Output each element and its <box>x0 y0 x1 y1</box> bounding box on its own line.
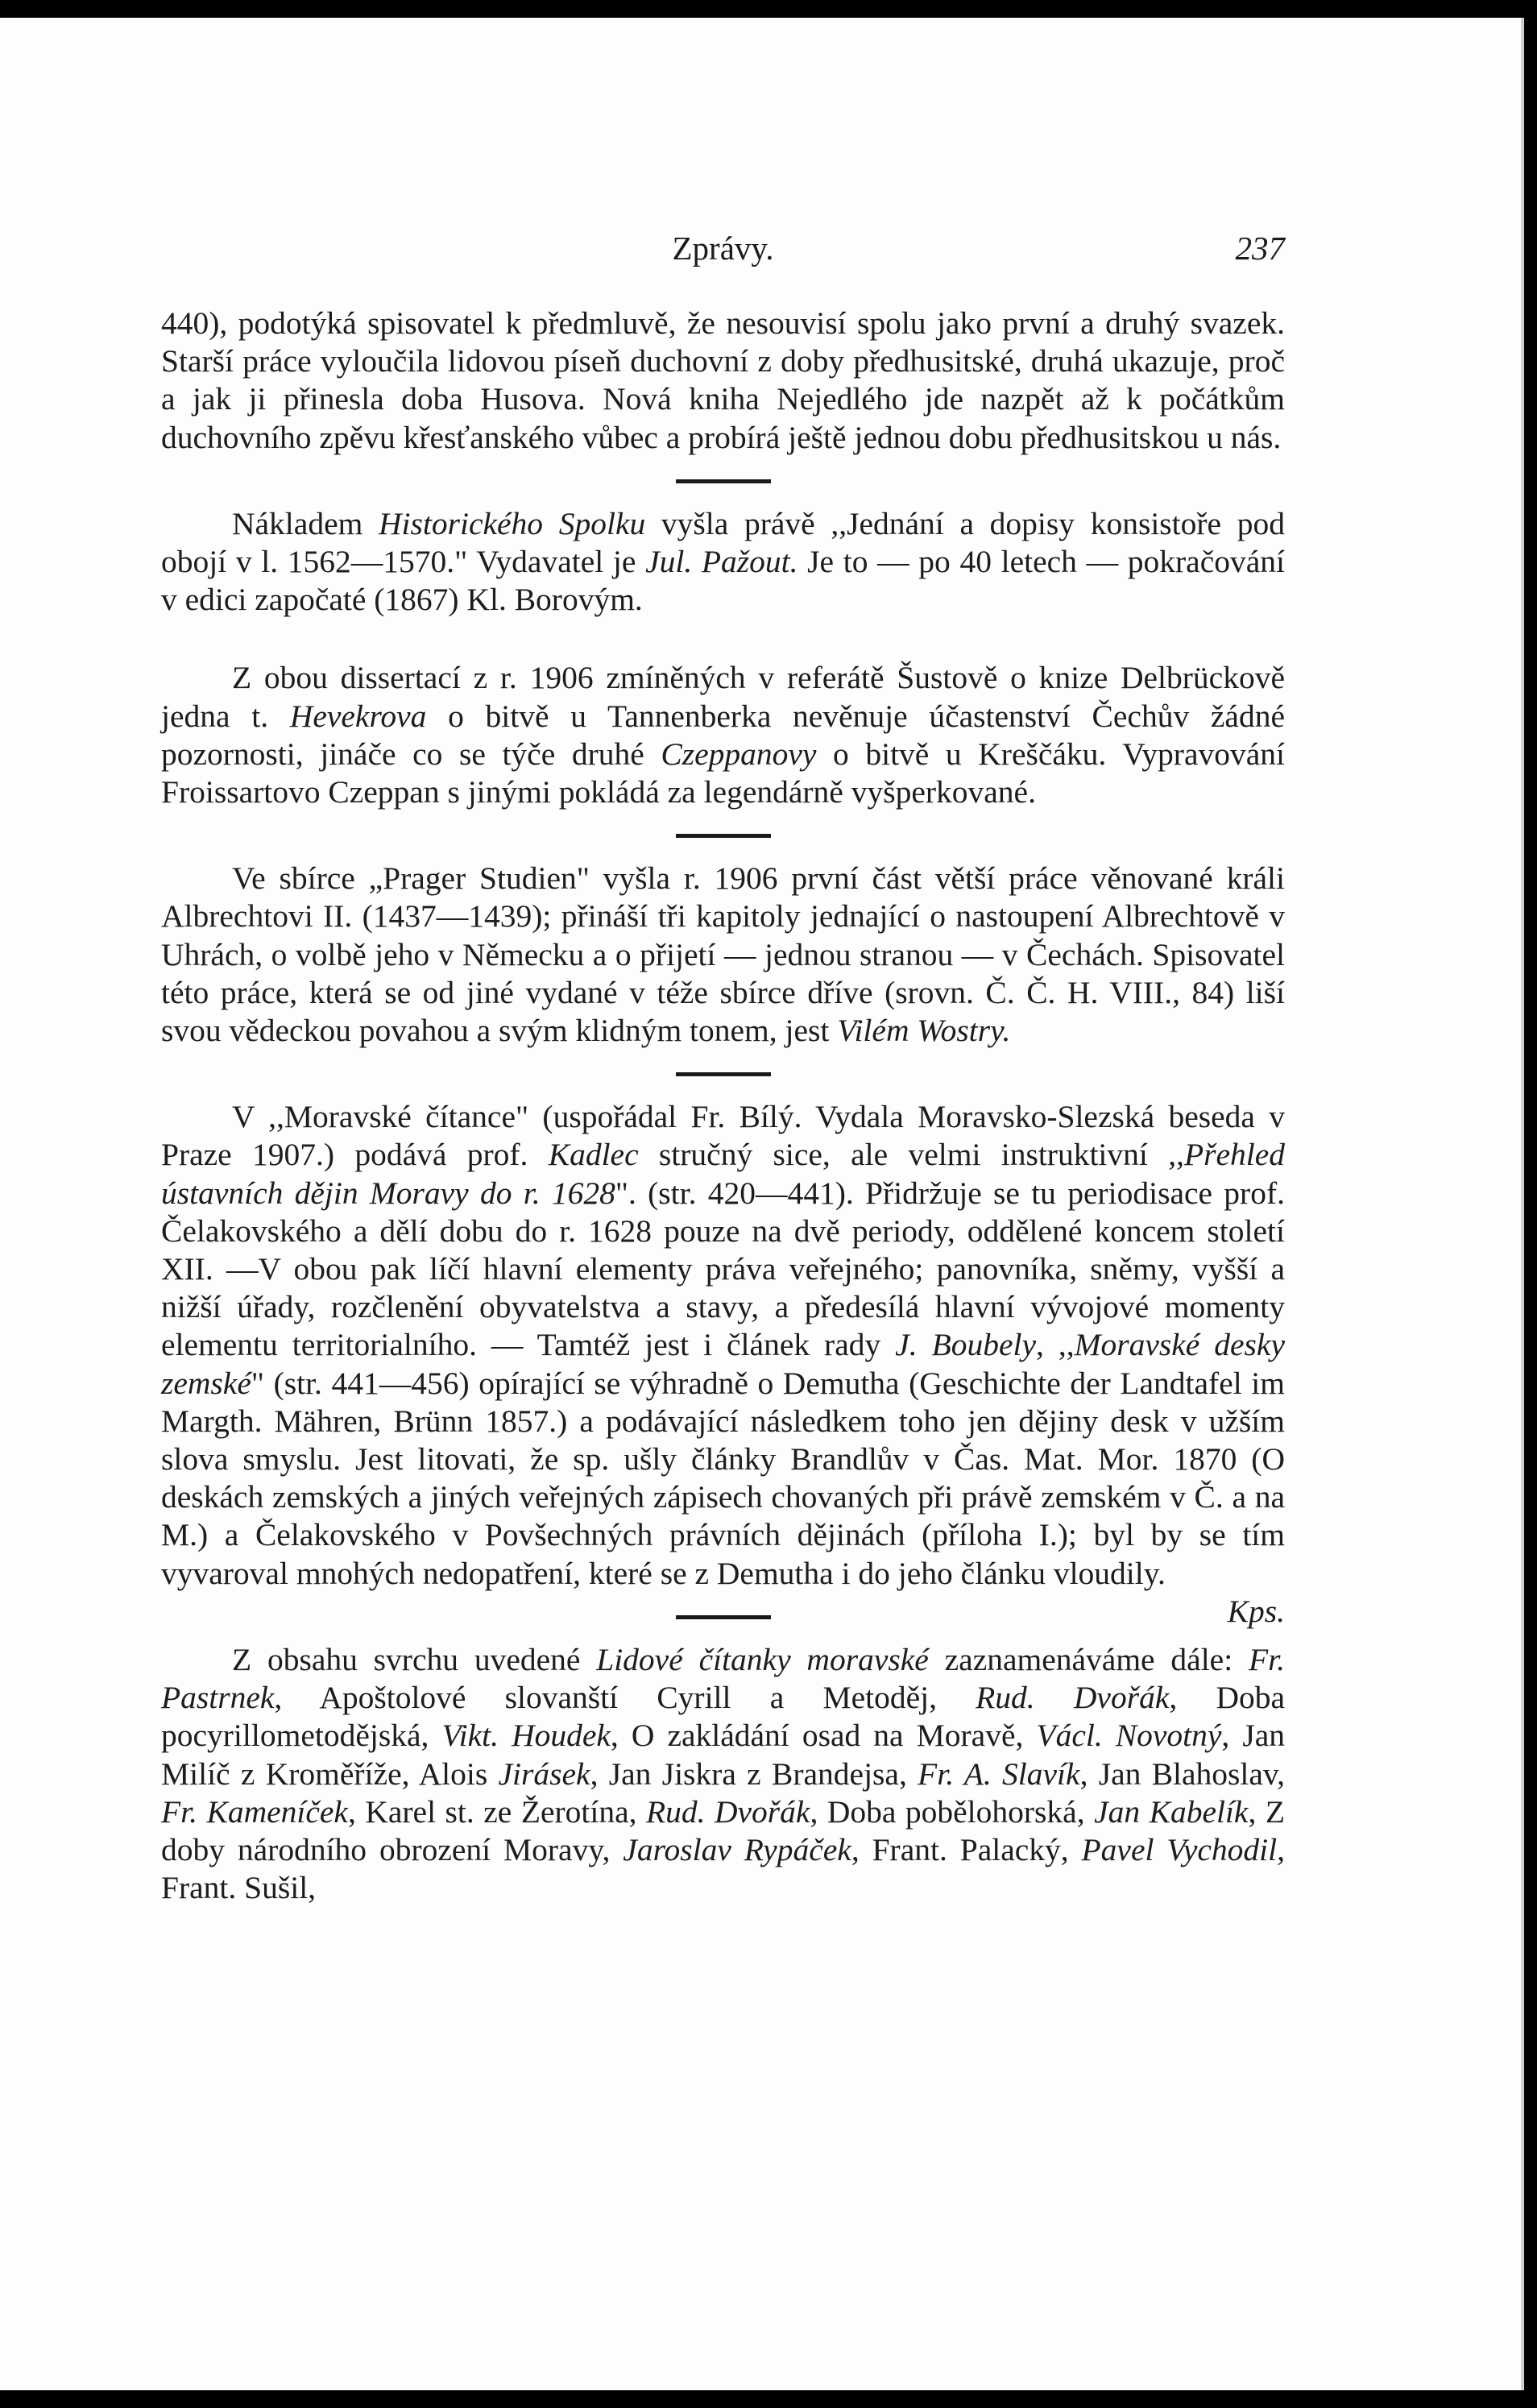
text-run: , Z doby národního obrození Moravy, <box>161 1793 1285 1867</box>
italic-run: Rud. Dvořák <box>646 1793 810 1830</box>
page-number: 237 <box>1235 230 1285 267</box>
text-run: Nákladem <box>232 505 379 541</box>
paragraph-4 <box>161 860 1285 1050</box>
text-run: , O zakládání osad na Moravě, <box>610 1718 1037 1754</box>
text-run: Z obsahu svrchu uvedené <box>232 1641 597 1677</box>
text-run: o bitvě u Kreščáku. Vypravování Froissartovo Czeppan s jinými pokládá za legendárně vyšperkované. <box>161 736 1285 810</box>
section-divider <box>676 1072 771 1076</box>
italic-run: Fr. Kameníček <box>161 1793 348 1830</box>
italic-run: Fr. A. Slavík <box>918 1755 1080 1792</box>
page <box>0 18 1524 2390</box>
text-run: vyšla právě ,,Jednání a dopisy konsistoře pod obojí v l. 1562—1570." Vydavatel je <box>161 505 1285 580</box>
italic-run: Hevekrova <box>289 698 427 734</box>
italic-run: Czeppanovy <box>661 736 817 772</box>
text-run: ". (str. 420—441). Přidržuje se tu periodisace prof. Čelakovského a dělí dobu do r. 1628 pouze na dvě periody, oddělené koncem století XII. —V obou pak líčí hlavní elementy práva veřejného; panovníka, sněmy, vyšší a nižší úřady, rozčlenění obyvatelstva a stavy, a předesílá hlavní vývojové momenty elementu territorialního. — Tamtéž jest i článek rady <box>161 1175 1285 1363</box>
header-title: Zprávy. <box>672 230 774 267</box>
italic-run: Jaroslav Rypáček <box>623 1831 851 1867</box>
text-run: , ,, <box>1035 1327 1075 1363</box>
italic-run: Vilém Wostry. <box>837 1013 1011 1049</box>
text-run: zaznamenáváme dále: <box>928 1641 1249 1677</box>
text-run: Je to — po 40 letech — pokračování v edici započaté (1867) Kl. Borovým. <box>161 544 1285 618</box>
text-run: , Karel st. ze Žerotína, <box>347 1793 646 1830</box>
italic-run: Jul. Pažout. <box>645 544 798 580</box>
paragraph-5 <box>161 1098 1285 1629</box>
italic-run: J. Boubely <box>895 1327 1036 1363</box>
text-run: stručný sice, ale velmi instruktivní ,, <box>638 1137 1184 1173</box>
text-run: , Frant. Sušil, <box>161 1831 1285 1906</box>
italic-run: Jirásek <box>498 1755 590 1792</box>
text-run: V ,,Moravské čítance" (uspořádal Fr. Bílý. Vydala Moravsko-Slezská beseda v Praze 1907.) podává prof. <box>161 1099 1285 1173</box>
italic-run: Vikt. Houdek <box>441 1718 611 1754</box>
italic-run: Kadlec <box>548 1137 639 1173</box>
italic-run: Jan Kabelík <box>1094 1793 1249 1830</box>
text-run: , Jan Blahoslav, <box>1079 1755 1285 1792</box>
paragraph-6 <box>161 1641 1285 1907</box>
italic-run: Pavel Vychodil <box>1081 1831 1278 1867</box>
text-run: , Doba pobělohorská, <box>810 1793 1095 1830</box>
italic-run: Lidové čítanky moravské <box>596 1641 929 1677</box>
italic-run: Rud. Dvořák <box>976 1680 1170 1716</box>
text-run: Z obou dissertací z r. 1906 zmíněných v referátě Šustově o knize Delbrückově jedna t. <box>161 660 1285 734</box>
italic-run: Fr. Pastrnek <box>161 1641 1286 1716</box>
paragraph-gap <box>161 619 1285 659</box>
section-divider <box>676 1615 771 1619</box>
running-header <box>161 229 1285 269</box>
text-run: , Frant. Palacký, <box>851 1831 1082 1867</box>
italic-run: Přehled ústavních dějin Moravy do r. 1628 <box>161 1137 1285 1211</box>
text-run: , Apoštolové slovanští Cyrill a Metoděj, <box>274 1680 976 1716</box>
section-divider <box>676 479 771 483</box>
italic-run: Moravské desky zemské <box>161 1327 1285 1401</box>
paragraph-1 <box>161 305 1285 457</box>
paragraph-1-text: 440), podotýká spisovatel k předmluvě, že nesouvisí spolu jako první a druhý svazek. Starší práce vyloučila lidovou píseň duchovní z doby předhusitské, druhá ukazuje, proč a jak ji přinesla doba Husova. Nová kniha Nejedlého jde nazpět až k počátkům duchovního zpěvu křesťanského vůbec a probírá ještě jednou dobu předhusitskou u nás. <box>161 305 1285 455</box>
text-run: , Jan Milíč z Kroměříže, Alois <box>161 1718 1285 1792</box>
text-run: Ve sbírce „Prager Studien" vyšla r. 1906 první část větší práce věnované králi Albrechtovi II. (1437—1439); přináší tři kapitoly jednající o nastoupení Albrechtově v Uhrách, o volbě jeho v Německu a o přijetí — jednou stranou — v Čechách. Spisovatel této práce, která se od jiné vydané v téže sbírce dříve (srovn. Č. Č. H. VIII., 84) liší svou vědeckou povahou a svým klidným tonem, jest <box>161 860 1285 1049</box>
author-signature: Kps. <box>1227 1593 1285 1629</box>
text-run: , Doba pocyrillometodějská, <box>161 1680 1286 1754</box>
italic-run: Václ. Novotný <box>1036 1718 1222 1754</box>
paragraph-2 <box>161 505 1285 620</box>
text-run: " (str. 441—456) opírající se výhradně o Demutha (Geschichte der Landtafel im Margth. Mähren, Brünn 1857.) a podávající následkem toho jen dějiny desk v užším slova smyslu. Jest litovati, že sp. ušly články Brandlův v Čas. Mat. Mor. 1870 (O deskách zemských a jiných veřejných zápisech chovaných při právě zemském v Č. a na M.) a Čelakovského v Povšechných právních dějinách (příloha I.); byl by se tím vyvaroval mnohých nedopatření, které se z Demutha i do jeho článku vloudily. <box>161 1365 1285 1591</box>
section-divider <box>676 834 771 838</box>
italic-run: Historického Spolku <box>379 505 646 541</box>
text-run: , Jan Jiskra z Brandejsa, <box>590 1755 918 1792</box>
text-run: o bitvě u Tannenberka nevěnuje účastenství Čechův žádné pozornosti, jináče co se týče druhé <box>161 698 1285 772</box>
article-body <box>161 305 1285 1907</box>
paragraph-3 <box>161 659 1285 811</box>
